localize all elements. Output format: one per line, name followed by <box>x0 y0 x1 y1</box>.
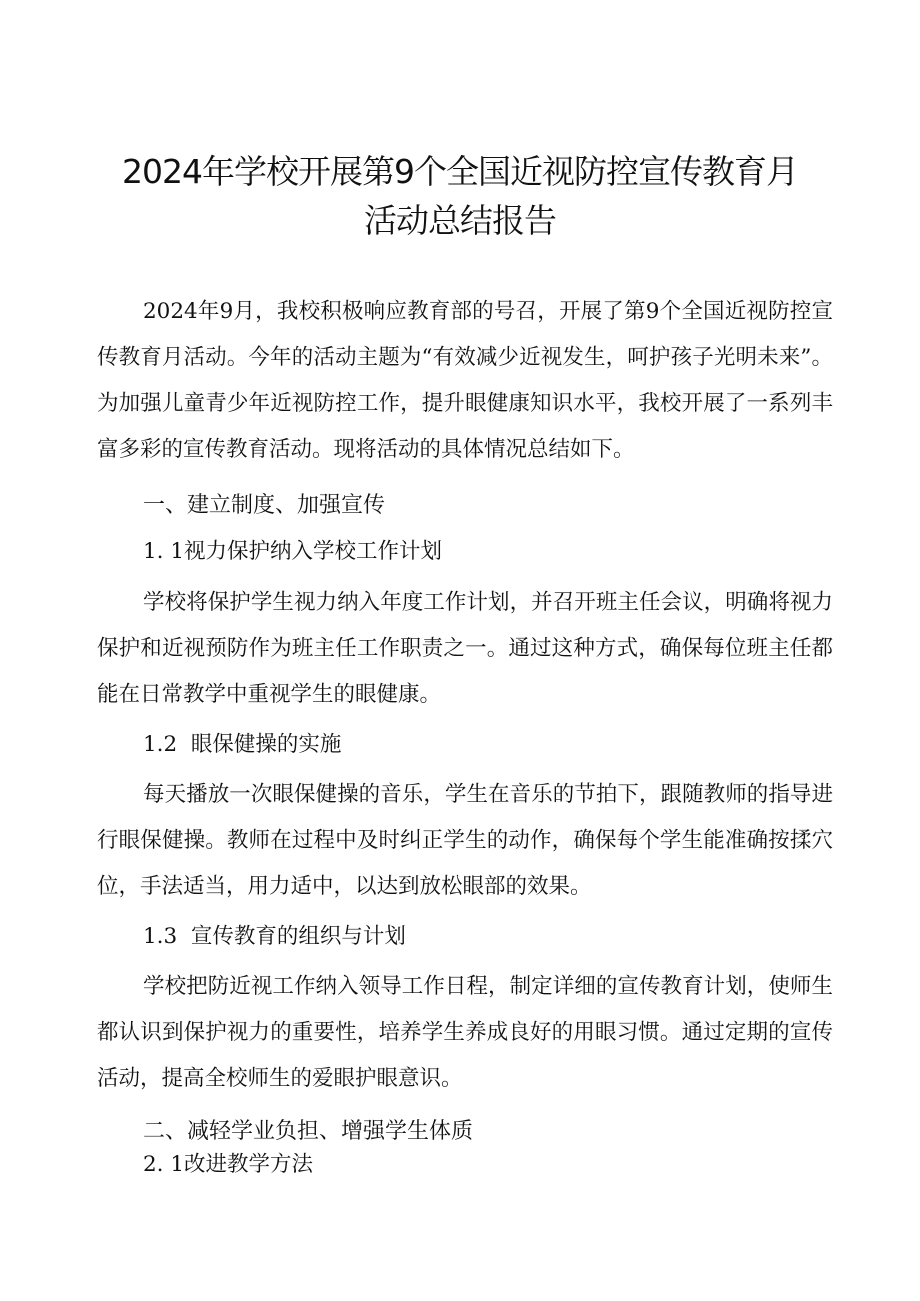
report-title-line-2: 活动总结报告 <box>364 201 556 240</box>
subsection-1-1-body: 学校将保护学生视力纳入年度工作计划，并召开班主任会议，明确将视力保护和近视预防作为班主任工作职责之一。通过这种方式，确保每位班主任都能在日常教学中重视学生的眼健康。 <box>97 590 833 707</box>
subsection-1-2-body: 每天播放一次眼保健操的音乐，学生在音乐的节拍下，跟随教师的指导进行眼保健操。教师在过程中及时纠正学生的动作，确保每个学生能准确按揉穴位，手法适当，用力适中，以达到放松眼部的效果。 <box>97 782 833 899</box>
section-2-heading: 二、减轻学业负担、增强学生体质 <box>143 1119 474 1144</box>
subsection-1-2-heading: 1.2 眼保健操的实施 <box>143 732 342 757</box>
section-1-heading: 一、建立制度、加强宣传 <box>143 493 386 518</box>
subsection-1-3-heading: 1.3 宣传教育的组织与计划 <box>143 924 406 949</box>
report-title-line-1: 2024年学校开展第9个全国近视防控宣传教育月 <box>122 152 798 191</box>
subsection-2-1-heading: 2. 1改进教学方法 <box>143 1152 314 1177</box>
subsection-1-3-body: 学校把防近视工作纳入领导工作日程，制定详细的宣传教育计划，使师生都认识到保护视力的重要性，培养学生养成良好的用眼习惯。通过定期的宣传活动，提高全校师生的爱眼护眼意识。 <box>97 974 833 1091</box>
intro-paragraph: 2024年9月，我校积极响应教育部的号召，开展了第9个全国近视防控宣传教育月活动。今年的活动主题为“有效减少近视发生，呵护孩子光明未来”。为加强儿童青少年近视防控工作，提升眼健康知识水平，我校开展了一系列丰富多彩的宣传教育活动。现将活动的具体情况总结如下。 <box>97 299 833 462</box>
subsection-1-1-heading: 1. 1视力保护纳入学校工作计划 <box>143 539 443 564</box>
